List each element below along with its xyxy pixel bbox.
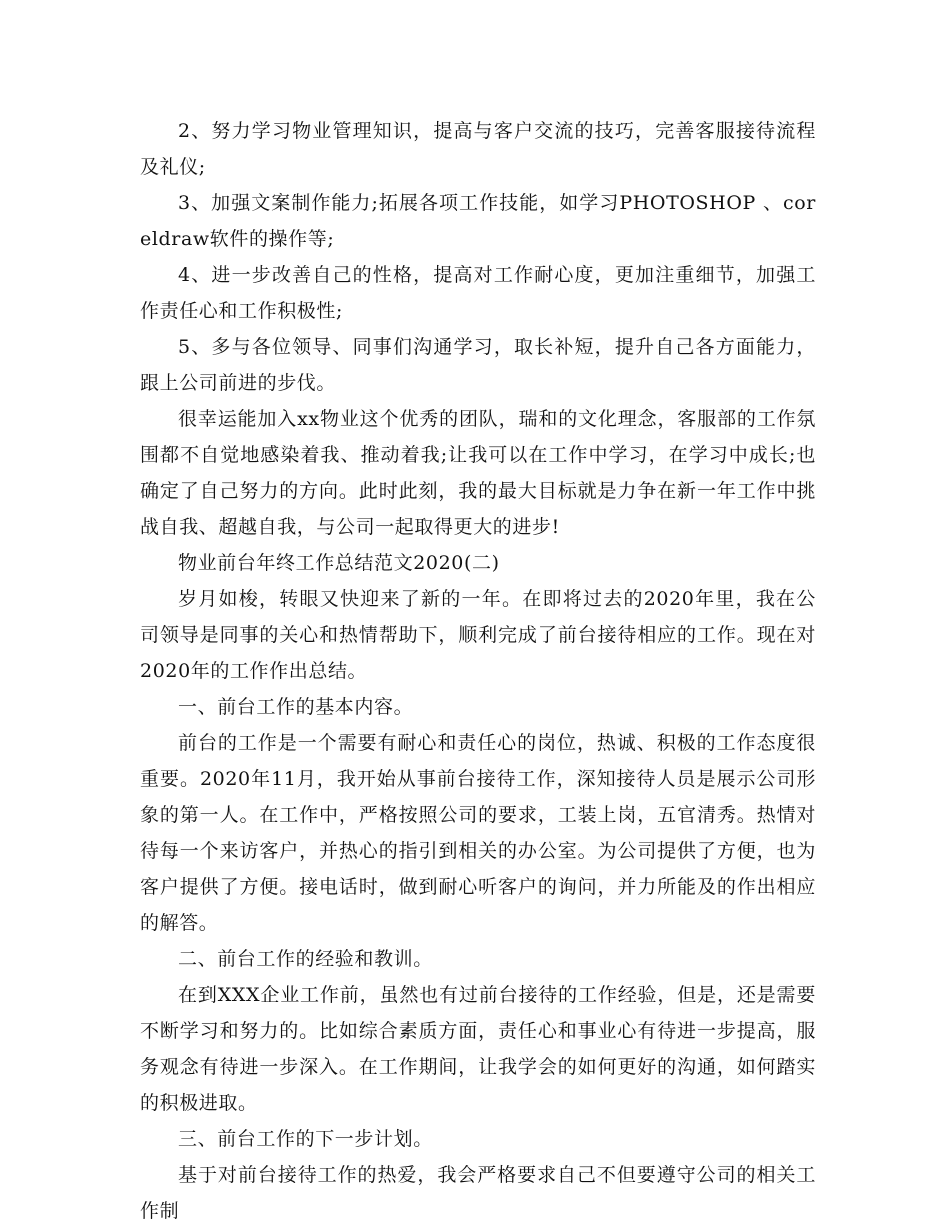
heading-experience: 二、前台工作的经验和教训。 — [178, 948, 433, 970]
paragraph-closing: 很幸运能加入xx物业这个优秀的团队，瑞和的文化理念，客服部的工作氛围都不自觉地感染着我、推动着我;让我可以在工作中学习，在学习中成长;也确定了自己努力的方向。此时此刻，我的最大目标就是力争在新一年工作中挑战自我、超越自我，与公司一起取得更大的进步! — [140, 408, 816, 538]
paragraph-goal-3: 3、加强文案制作能力;拓展各项工作技能，如学习PHOTOSHOP 、coreldraw软件的操作等; — [140, 192, 816, 250]
paragraph-experience: 在到XXX企业工作前，虽然也有过前台接待的工作经验，但是，还是需要不断学习和努力的。比如综合素质方面，责任心和事业心有待进一步提高，服务观念有待进一步深入。在工作期间，让我学会的如何更好的沟通，如何踏实的积极进取。 — [140, 984, 816, 1114]
section-title: 物业前台年终工作总结范文2020(二) — [178, 552, 500, 574]
heading-basic-content: 一、前台工作的基本内容。 — [178, 696, 414, 718]
heading-next-plan: 三、前台工作的下一步计划。 — [178, 1128, 433, 1150]
paragraph-basic-content: 前台的工作是一个需要有耐心和责任心的岗位，热诚、积极的工作态度很重要。2020年11月，我开始从事前台接待工作，深知接待人员是展示公司形象的第一人。在工作中，严格按照公司的要求，工装上岗，五官清秀。热情对待每一个来访客户，并热心的指引到相关的办公室。为公司提供了方便，也为客户提供了方便。接电话时，做到耐心听客户的询问，并力所能及的作出相应的解答。 — [140, 732, 816, 934]
paragraph-goal-2: 2、努力学习物业管理知识，提高与客户交流的技巧，完善客服接待流程及礼仪; — [140, 120, 816, 178]
document-body — [140, 113, 816, 1229]
paragraph-intro: 岁月如梭，转眼又快迎来了新的一年。在即将过去的2020年里，我在公司领导是同事的关心和热情帮助下，顺利完成了前台接待相应的工作。现在对2020年的工作作出总结。 — [140, 588, 816, 682]
paragraph-goal-5: 5、多与各位领导、同事们沟通学习，取长补短，提升自己各方面能力，跟上公司前进的步伐。 — [140, 336, 816, 394]
paragraph-next-plan: 基于对前台接待工作的热爱，我会严格要求自己不但要遵守公司的相关工作制 — [140, 1164, 816, 1222]
paragraph-goal-4: 4、进一步改善自己的性格，提高对工作耐心度，更加注重细节，加强工作责任心和工作积极性; — [140, 264, 816, 322]
